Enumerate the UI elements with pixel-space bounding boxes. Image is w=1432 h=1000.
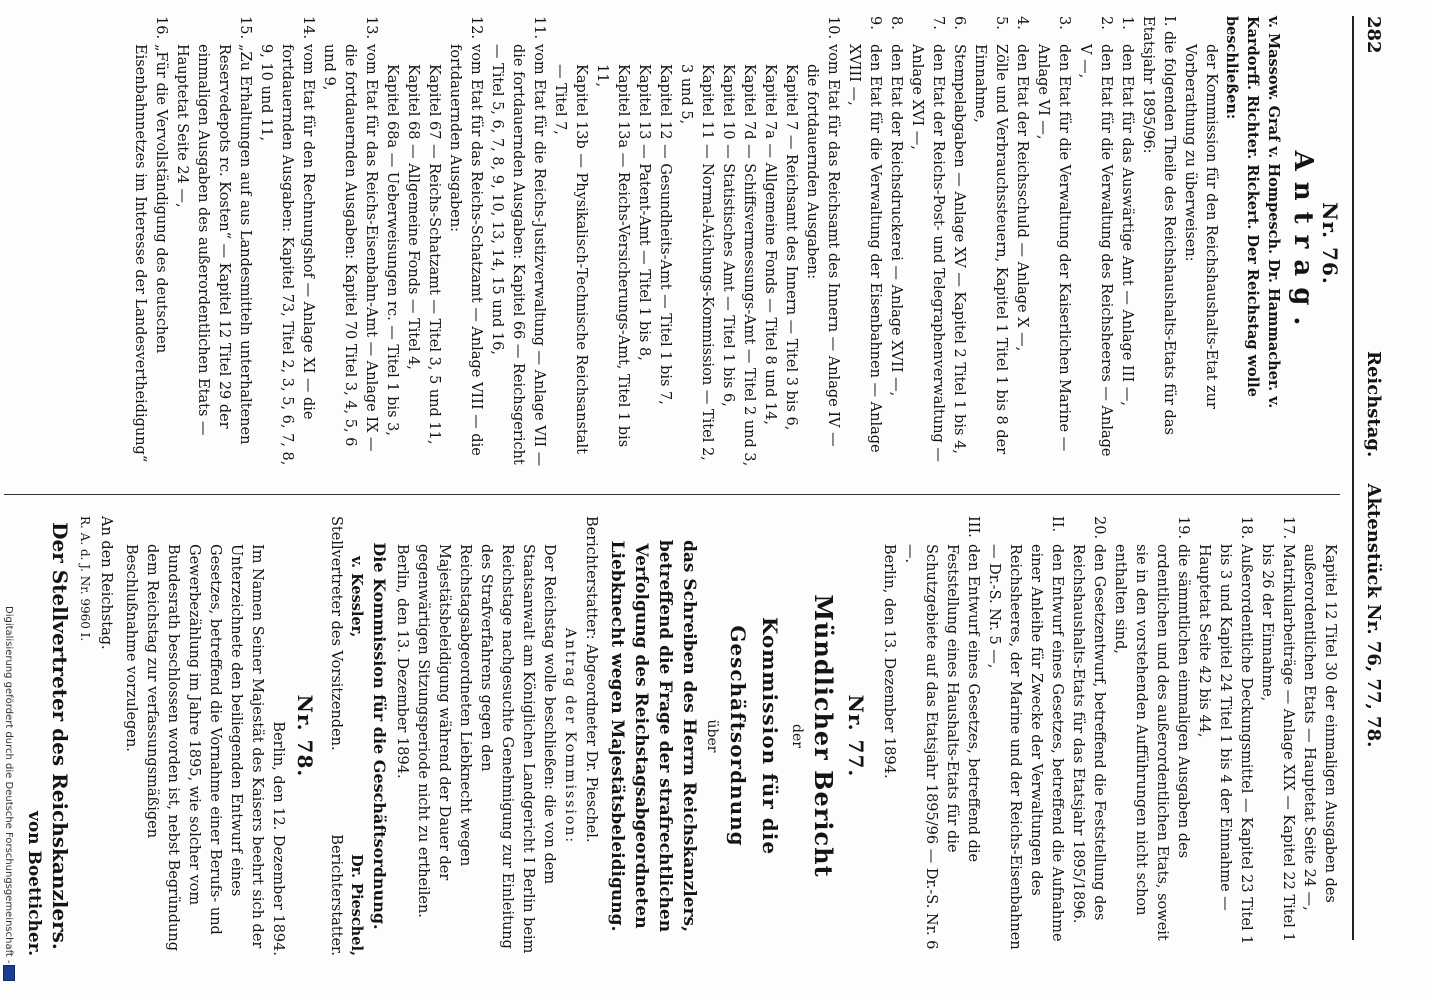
nr76-item-list	[129, 16, 1137, 471]
running-head	[1363, 351, 1384, 767]
reporter-signature: Dr. Pieschel, Berichterstatter.	[328, 834, 365, 956]
list-item: 20. den Gesetzentwurf, betreffend die Feststellung des Reichshaushalts-Etats für das Etatsjahr 1895/1896.	[1070, 516, 1107, 924]
nr78-signature-name: von Boetticher.	[24, 810, 44, 956]
nr76-movers: v. Massow. Graf v. Hompesch. Dr. Hammacher. v. Kardorff. Richter. Rickert. Der Reichstag wolle beschließen:	[1223, 16, 1282, 409]
list-item: 3. den Etat für die Verwaltung der Kaiserlichen Marine — Anlage VI —,	[1035, 16, 1072, 452]
sub-item: Kapitel 10 — Statistisches Amt — Titel 1 bis 6,	[720, 64, 736, 407]
nr77-commission-signature: Die Kommission für die Geschäftsordnung.	[370, 542, 389, 930]
column-divider	[4, 494, 1340, 495]
digitization-credit: Digitalisierung gefördert durch die Deutsche Forschungsgemeinschaft -	[3, 606, 14, 964]
nr78-place-date: Berlin, den 12. Dezember 1894.	[270, 721, 286, 956]
list-item: 13. vom Etat für das Reichs-Eisenbahn-Amt — Anlage IX — die fortdauernden Ausgaben: Kapitel 70 Titel 3, 4, 5, 6 und 9,	[321, 16, 379, 452]
list-item: 4. den Etat der Reichsschuld — Anlage X —,	[1014, 16, 1030, 352]
sub-item: die fortdauernden Ausgaben:	[804, 64, 820, 280]
item10-sublist	[549, 16, 822, 471]
nr76-title: Antrag.	[1288, 150, 1318, 337]
list-item: 17. Matrikularbeiträge — Anlage XIX — Kapitel 22 Titel 1 bis 26 der Einnahme,	[1259, 516, 1296, 942]
list-item: 18. Außerordentliche Deckungsmittel — Kapitel 23 Titel 1 bis 3 und Kapitel 24 Titel 1 bis 4 der Einnahme — Hauptetat Seite 42 bis 44,	[1196, 516, 1254, 945]
list-item: II. den Entwurf eines Gesetzes, betreffend die Aufnahme einer Anleihe für Zwecke der Verwaltungen des Reichsheeres, der Marine und der Reichs-Eisenbahnen — Dr.-S. Nr. 5 —,	[986, 516, 1065, 950]
nr77-number: Nr. 77.	[844, 694, 868, 778]
publication-name: Reichstag.	[1363, 351, 1384, 458]
section-title: Aktenstück Nr. 76, 77, 78.	[1363, 483, 1384, 748]
list-item: 5. Zölle und Verbrauchssteuern, Kapitel 1 Titel 1 bis 8 der Einnahme,	[972, 16, 1009, 455]
sub-item: Kapitel 7d — Schiffsvermessungs-Amt — Titel 2 und 3,	[741, 64, 757, 467]
sub-item: Kapitel 11 — Normal-Aichungs-Kommission — Titel 2, 3 und 5,	[678, 64, 715, 461]
nr78-reference: R. A. d. J. Nr. 9960 I.	[78, 516, 92, 642]
sub-item: Kapitel 13 — Patent-Amt — Titel 1 bis 8,	[636, 64, 652, 361]
list-item: 6. Stempelabgaben — Anlage XV — Kapitel 2 Titel 1 bis 4,	[951, 16, 967, 454]
list-item: 9. den Etat für die Verwaltung der Eisenbahnen — Anlage XVIII —,	[846, 16, 883, 453]
nr76-intro: der Kommission für den Reichshaushalts-Etat zur Vorberathung zu überweisen:	[1182, 44, 1219, 409]
item12-sublist	[381, 16, 444, 471]
nr77-subject: das Schreiben des Herrn Reichskanzlers, betreffend die Frage der strafrechtlichen Verfolgung des Reichstagsabgeordneten Liebknecht wegen Majestätsbeleidigung.	[607, 539, 699, 933]
nr76-number: Nr. 76.	[1318, 202, 1342, 285]
list-item: 16. „Für die Vervollständigung des deutschen Eisenbahnnetzes im Interesse der Landesvertheidigung“	[132, 16, 169, 463]
list-item: 2. den Etat für die Verwaltung des Reichsheeres — Anlage V —,	[1077, 16, 1114, 457]
nr77-title: Mündlicher Bericht	[809, 594, 838, 878]
nr77-signatures	[325, 516, 367, 956]
list-item: 15. „Zu Erhaltungen auf aus Landesmitteln unterhaltenen Reservedepots rc. Kosten“ — Kapitel 12 Titel 29 der einmaligen Ausgaben des außerordentlichen Etats — Hauptetat Seite 24 —,	[174, 16, 253, 445]
nr76-part-i: I. die folgenden Theile des Reichshaushalts-Etats für das Etatsjahr 1895/96:	[1140, 16, 1177, 435]
digitization-margin	[0, 0, 18, 1000]
list-item: 10. vom Etat für das Reichsamt des Innern — Anlage IV —	[825, 16, 841, 447]
nr78-signature-title: Der Stellvertreter des Reichskanzlers.	[48, 522, 72, 950]
nr77-ueber: über	[704, 719, 720, 753]
nr77-commission: Kommission für die Geschäftsordnung	[726, 616, 782, 856]
nr78-number: Nr. 78.	[293, 694, 317, 778]
text-columns	[0, 16, 1342, 956]
dfg-logo-icon	[3, 965, 15, 981]
sub-item: Kapitel 13a — Reichs-Versicherungs-Amt, Titel 1 bis 11,	[594, 64, 631, 448]
list-item: 14. vom Etat für den Rechnungshof — Anlage XI — die fortdauernden Ausgaben: Kapitel 73, Titel 2, 3, 5, 6, 7, 8, 9, 10 und 11,	[258, 16, 316, 466]
list-item: III. den Entwurf eines Gesetzes, betreffend die Feststellung eines Haushalts-Etats für die Schutzgebiete auf das Etatsjahr 1895/96 — Dr.-S. Nr. 6 —.	[902, 516, 981, 950]
list-item: 1. den Etat für das Auswärtige Amt — Anlage III —,	[1119, 16, 1135, 406]
sub-item: Kapitel 7 — Reichsamt des Innern — Titel 3 bis 6,	[783, 64, 799, 431]
page-number: 282	[1363, 16, 1384, 54]
list-item: 8. den Etat der Reichsdruckerei — Anlage XVII —,	[888, 16, 904, 397]
nr77-der: der	[789, 724, 805, 748]
nr77-date: Berlin, den 13. Dezember 1894.	[394, 544, 410, 779]
page-header	[1354, 16, 1384, 940]
continuation-text: Kapitel 12 Titel 30 der einmaligen Ausgaben des außerordentlichen Etats — Hauptetat Seite 24 —,	[1301, 544, 1338, 911]
nr78-addressee: An den Reichstag.	[98, 516, 114, 650]
sub-item: Kapitel 67 — Reichs-Schatzamt — Titel 3, 5 und 11,	[426, 64, 442, 445]
left-column	[0, 16, 1340, 471]
nr77-reporter: Berichterstatter: Abgeordneter Dr. Pieschel.	[583, 516, 599, 843]
nr77-antrag-text: Der Reichstag wolle beschließen: die von dem Staatsanwalt am Königlichen Landgericht I Berlin beim Reichstage nachgesuchte Genehmigung zur Einleitung des Strafverfahrens gegen den Reichstagsabgeordneten Liebknecht wegen Majestätsbeleidigung während der Dauer der gegenwärtigen Sitzungsperiode nicht zu ertheilen.	[415, 544, 557, 954]
list-item: 12. vom Etat für das Reichs-Schatzamt — Anlage VIII — die fortdauernden Ausgaben:	[447, 16, 484, 456]
list-item: 11. vom Etat für die Reichs-Justizverwaltung — Anlage VII — die fortdauernden Ausgaben: Kapitel 66 — Reichsgericht — Titel 5, 6, 7, 8, 9, 10, 13, 14, 15 und 16,	[489, 16, 547, 467]
right-column	[0, 516, 1340, 956]
list-item: 7. den Etat der Reichs-Post- und Telegraphenverwaltung — Anlage XVI —,	[909, 16, 946, 462]
nr77-antrag-heading: Antrag der Kommission:	[562, 627, 578, 845]
list-item: 19. die sämmtlichen einmaligen Ausgaben des ordentlichen und des außerordentlichen Etats, soweit sie in den vorstehenden Aufführungen nicht schon enthalten sind,	[1112, 516, 1191, 941]
sub-item: Kapitel 13b — Physikalisch-Technische Reichsanstalt — Titel 7,	[552, 64, 589, 454]
sub-item: Kapitel 12 — Gesundheits-Amt — Titel 1 bis 7,	[657, 64, 673, 405]
sub-item: Kapitel 68 — Allgemeine Fonds — Titel 4,	[405, 64, 421, 370]
chair-signature: v. Kessler, Stellvertreter des Vorsitzenden.	[328, 516, 365, 751]
sub-item: Kapitel 7a — Allgemeine Fonds — Titel 8 und 14,	[762, 64, 778, 425]
sub-item: Kapitel 68a — Ueberweisungen rc. — Titel 1 bis 3,	[384, 64, 400, 437]
header-rule	[1352, 16, 1354, 940]
nr78-text: Im Namen Seiner Majestät des Kaisers beehrt sich der Unterzeichnete den beiliegenden Entwurf eines Gesetzes, betreffend die Vornahme einer Berufs- und Gewerbezählung im Jahre 1895, wie solcher vom Bundesrath beschlossen worden ist, nebst Begründung dem Reichstag zur verfassungsmäßigen Beschlußnahme vorzulegen.	[123, 544, 265, 951]
nr76-date: Berlin, den 13. Dezember 1894.	[881, 544, 897, 779]
